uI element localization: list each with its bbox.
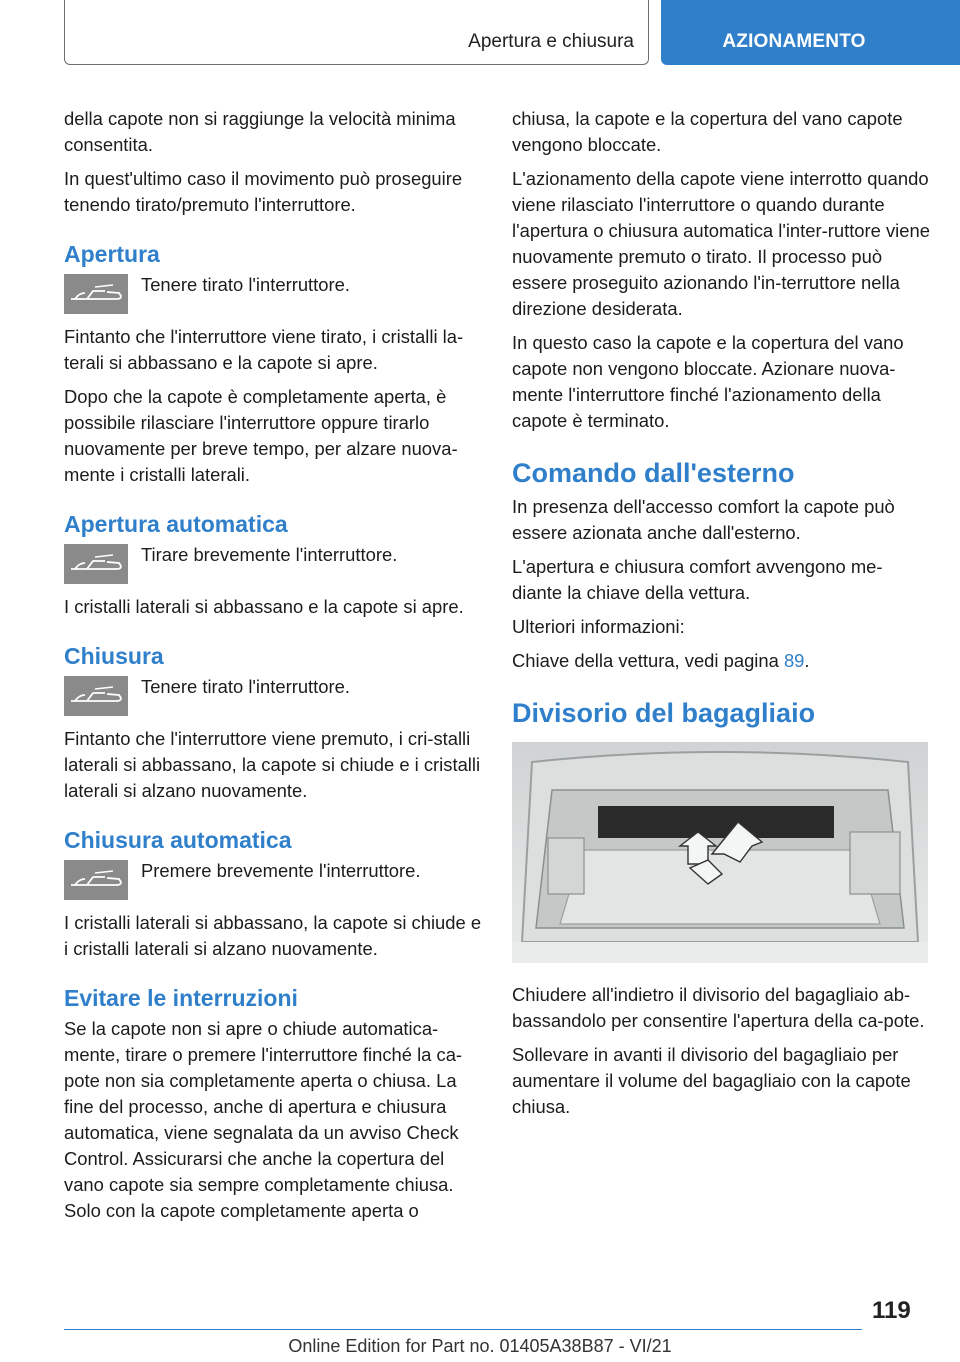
paragraph: Ulteriori informazioni: <box>512 616 685 637</box>
convertible-roof-icon <box>64 274 128 314</box>
page-link[interactable]: 89 <box>783 650 805 671</box>
instruction-text: Tenere tirato l'interruttore. <box>141 676 350 697</box>
paragraph: In presenza dell'accesso comfort la capote può essere azionata anche dall'esterno. <box>512 496 895 543</box>
paragraph: Fintanto che l'interruttore viene premuto, i cri‐stalli laterali si abbassano, la capote si chiude e i cristalli laterali si alzano nuovamente. <box>64 728 481 801</box>
heading-apertura: Apertura <box>64 241 160 267</box>
instruction-text: Tirare brevemente l'interruttore. <box>141 544 398 565</box>
paragraph: chiusa, la capote e la copertura del vano capote vengono bloccate. <box>512 108 903 155</box>
heading-apertura-automatica: Apertura automatica <box>64 511 288 537</box>
convertible-roof-icon <box>64 676 128 716</box>
heading-divisorio-bagagliaio: Divisorio del bagagliaio <box>512 698 816 728</box>
trunk-divider-photo <box>512 742 928 963</box>
paragraph: Chiudere all'indietro il divisorio del bagagliaio ab‐bassandolo per consentire l'apertura della ca‐pote. <box>512 984 925 1031</box>
left-column <box>64 106 482 1232</box>
instruction-row <box>64 674 482 716</box>
instruction-row <box>64 272 482 314</box>
paragraph: I cristalli laterali si abbassano e la capote si apre. <box>64 596 464 617</box>
paragraph: della capote non si raggiunge la velocità minima consentita. <box>64 108 456 155</box>
link-prefix: Chiave della vettura, vedi pagina <box>512 650 784 671</box>
footer-edition: Online Edition for Part no. 01405A38B87 - VI/21 <box>288 1336 672 1356</box>
convertible-roof-icon <box>64 860 128 900</box>
page-number: 119 <box>872 1297 911 1324</box>
section-tab[interactable] <box>661 0 960 65</box>
paragraph: Se la capote non si apre o chiude automatica‐mente, tirare o premere l'interruttore finché la ca‐pote non sia completamente aperta o chiusa. La fine del processo, anche di apertura e chiusura automatica, viene segnalata da un avviso Check Control. Assicurarsi che anche la copertura del vano capote sia sempre completamente chiusa. Solo con la capote completamente aperta o <box>64 1018 463 1221</box>
convertible-roof-icon <box>64 544 128 584</box>
heading-chiusura-automatica: Chiusura automatica <box>64 827 292 853</box>
heading-chiusura: Chiusura <box>64 643 164 669</box>
instruction-text: Premere brevemente l'interruttore. <box>141 860 421 881</box>
instruction-row <box>64 542 482 584</box>
heading-comando-esterno: Comando dall'esterno <box>512 458 795 488</box>
paragraph: I cristalli laterali si abbassano, la capote si chiude e i cristalli laterali si alzano nuovamente. <box>64 912 482 959</box>
paragraph: L'apertura e chiusura comfort avvengono me‐diante la chiave della vettura. <box>512 556 883 603</box>
header-title: Apertura e chiusura <box>468 31 634 52</box>
section-tab-label: AZIONAMENTO <box>722 31 866 52</box>
instruction-row <box>64 858 482 900</box>
paragraph: In quest'ultimo caso il movimento può proseguire tenendo tirato/premuto l'interruttore. <box>64 168 463 215</box>
paragraph: Fintanto che l'interruttore viene tirato, i cristalli la‐terali si abbassano e la capote si apre. <box>64 326 464 373</box>
link-suffix: . <box>804 650 810 671</box>
footer-divider <box>64 1329 862 1330</box>
instruction-text: Tenere tirato l'interruttore. <box>141 274 350 295</box>
heading-evitare-interruzioni: Evitare le interruzioni <box>64 985 298 1011</box>
right-column <box>512 106 930 1128</box>
header-box <box>64 0 649 65</box>
paragraph: L'azionamento della capote viene interrotto quando viene rilasciato l'interruttore o quando durante l'apertura o chiusura automatica l'inter‐ruttore viene nuovamente premuto o tirato. Il processo può essere proseguito azionando l'in‐terruttore nella direzione desiderata. <box>512 168 930 319</box>
paragraph <box>512 648 930 674</box>
paragraph: In questo caso la capote e la copertura del vano capote non vengono bloccate. Azionare nuova‐mente l'interruttore finché l'azionamento della capote è terminato. <box>512 332 904 431</box>
paragraph: Sollevare in avanti il divisorio del bagagliaio per aumentare il volume del bagagliaio con la capote chiusa. <box>512 1044 911 1117</box>
paragraph: Dopo che la capote è completamente aperta, è possibile rilasciare l'interruttore oppure tirarlo nuovamente per breve tempo, per alzare nuova‐mente i cristalli laterali. <box>64 386 458 485</box>
